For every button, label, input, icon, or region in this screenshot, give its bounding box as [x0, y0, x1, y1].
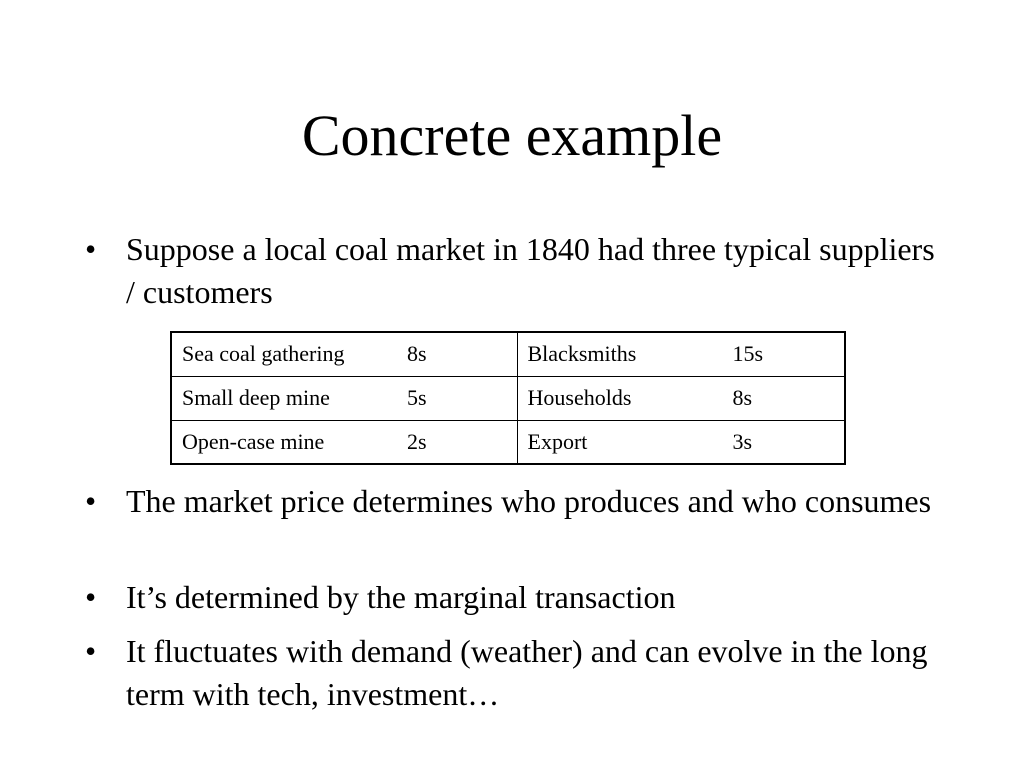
customer-value: 8s [732, 385, 753, 410]
table-row [171, 420, 845, 464]
table-row [171, 376, 845, 420]
supplier-cost: 8s [407, 341, 427, 367]
supplier-name: Open-case mine [182, 428, 325, 454]
bullet-text: It fluctuates with demand (weather) and can evolve in the long term with tech, investment… [126, 633, 928, 712]
bullet-text: It’s determined by the marginal transaction [126, 579, 676, 615]
supplier-cost: 2s [407, 428, 427, 454]
supply-demand-table [170, 331, 846, 465]
bullet-icon: • [85, 579, 97, 615]
bullet-icon: • [85, 483, 97, 519]
bullet-item [85, 228, 935, 314]
customer-value: 15s [732, 341, 764, 367]
customer-name: Export [527, 428, 588, 454]
bullet-text: The market price determines who produces and who consumes [126, 483, 932, 519]
bullet-icon: • [85, 633, 97, 669]
table-row [171, 332, 845, 376]
supplier-cost: 5s [407, 385, 427, 410]
supplier-name: Small deep mine [182, 385, 330, 410]
slide-title: Concrete example [301, 103, 723, 168]
table-cell [171, 420, 517, 464]
bullet-icon: • [85, 231, 97, 267]
table-cell [517, 332, 845, 376]
bullet-text: Suppose a local coal market in 1840 had three typical suppliers / customers [126, 231, 935, 310]
customer-name: Households [527, 385, 632, 410]
table-cell [171, 376, 517, 420]
table-cell [517, 376, 845, 420]
table-cell [517, 420, 845, 464]
bullet-item [85, 630, 935, 716]
supplier-name: Sea coal gathering [182, 341, 345, 367]
bullet-item [85, 480, 935, 523]
customer-name: Blacksmiths [527, 341, 637, 367]
table-cell [171, 332, 517, 376]
bullet-item [85, 576, 935, 619]
customer-value: 3s [732, 428, 753, 454]
